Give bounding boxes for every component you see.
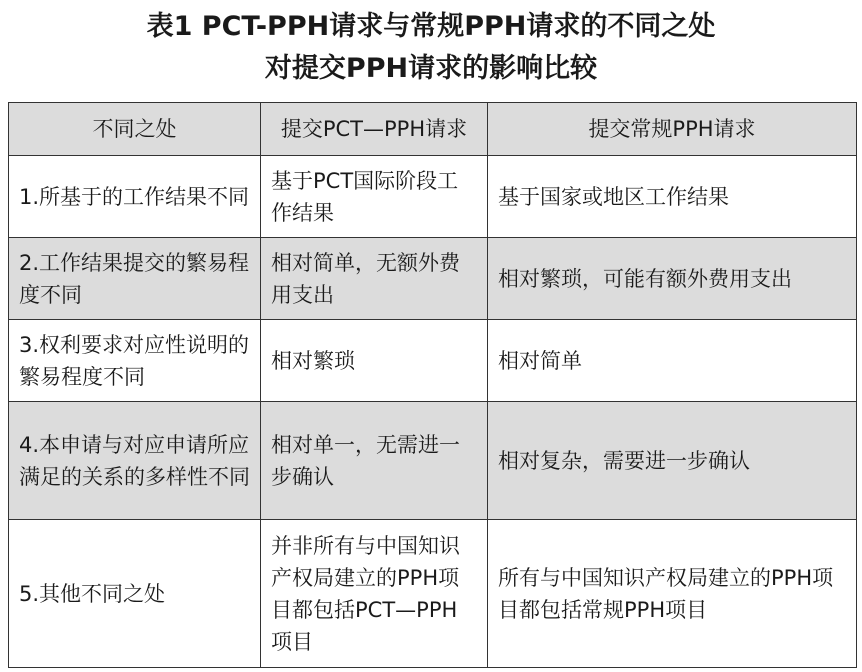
header-regular-pph: 提交常规PPH请求: [488, 103, 857, 156]
table-row: [9, 520, 857, 668]
row-5-regular-pph: 所有与中国知识产权局建立的PPH项目都包括常规PPH项目: [488, 520, 857, 668]
row-4-pct-pph: 相对单一，无需进一步确认: [261, 402, 488, 520]
row-2-difference: 2.工作结果提交的繁易程度不同: [9, 238, 261, 320]
title-line-2: 对提交PPH请求的影响比较: [264, 53, 598, 84]
row-3-pct-pph: 相对繁琐: [261, 320, 488, 402]
table-header-row: [9, 103, 857, 156]
table-row: [9, 156, 857, 238]
table-row: [9, 238, 857, 320]
row-1-pct-pph: 基于PCT国际阶段工作结果: [261, 156, 488, 238]
row-3-difference: 3.权利要求对应性说明的繁易程度不同: [9, 320, 261, 402]
header-difference: 不同之处: [9, 103, 261, 156]
row-2-regular-pph: 相对繁琐，可能有额外费用支出: [488, 238, 857, 320]
row-1-difference: 1.所基于的工作结果不同: [9, 156, 261, 238]
table-row: [9, 402, 857, 520]
row-1-regular-pph: 基于国家或地区工作结果: [488, 156, 857, 238]
row-4-regular-pph: 相对复杂，需要进一步确认: [488, 402, 857, 520]
header-pct-pph: 提交PCT—PPH请求: [261, 103, 488, 156]
row-2-pct-pph: 相对简单，无额外费用支出: [261, 238, 488, 320]
title-line-1: 表1 PCT-PPH请求与常规PPH请求的不同之处: [146, 11, 716, 42]
table-row: [9, 320, 857, 402]
comparison-table: [8, 102, 857, 668]
row-5-difference: 5.其他不同之处: [9, 520, 261, 668]
row-5-pct-pph: 并非所有与中国知识产权局建立的PPH项目都包括PCT—PPH项目: [261, 520, 488, 668]
row-4-difference: 4.本申请与对应申请所应满足的关系的多样性不同: [9, 402, 261, 520]
row-3-regular-pph: 相对简单: [488, 320, 857, 402]
